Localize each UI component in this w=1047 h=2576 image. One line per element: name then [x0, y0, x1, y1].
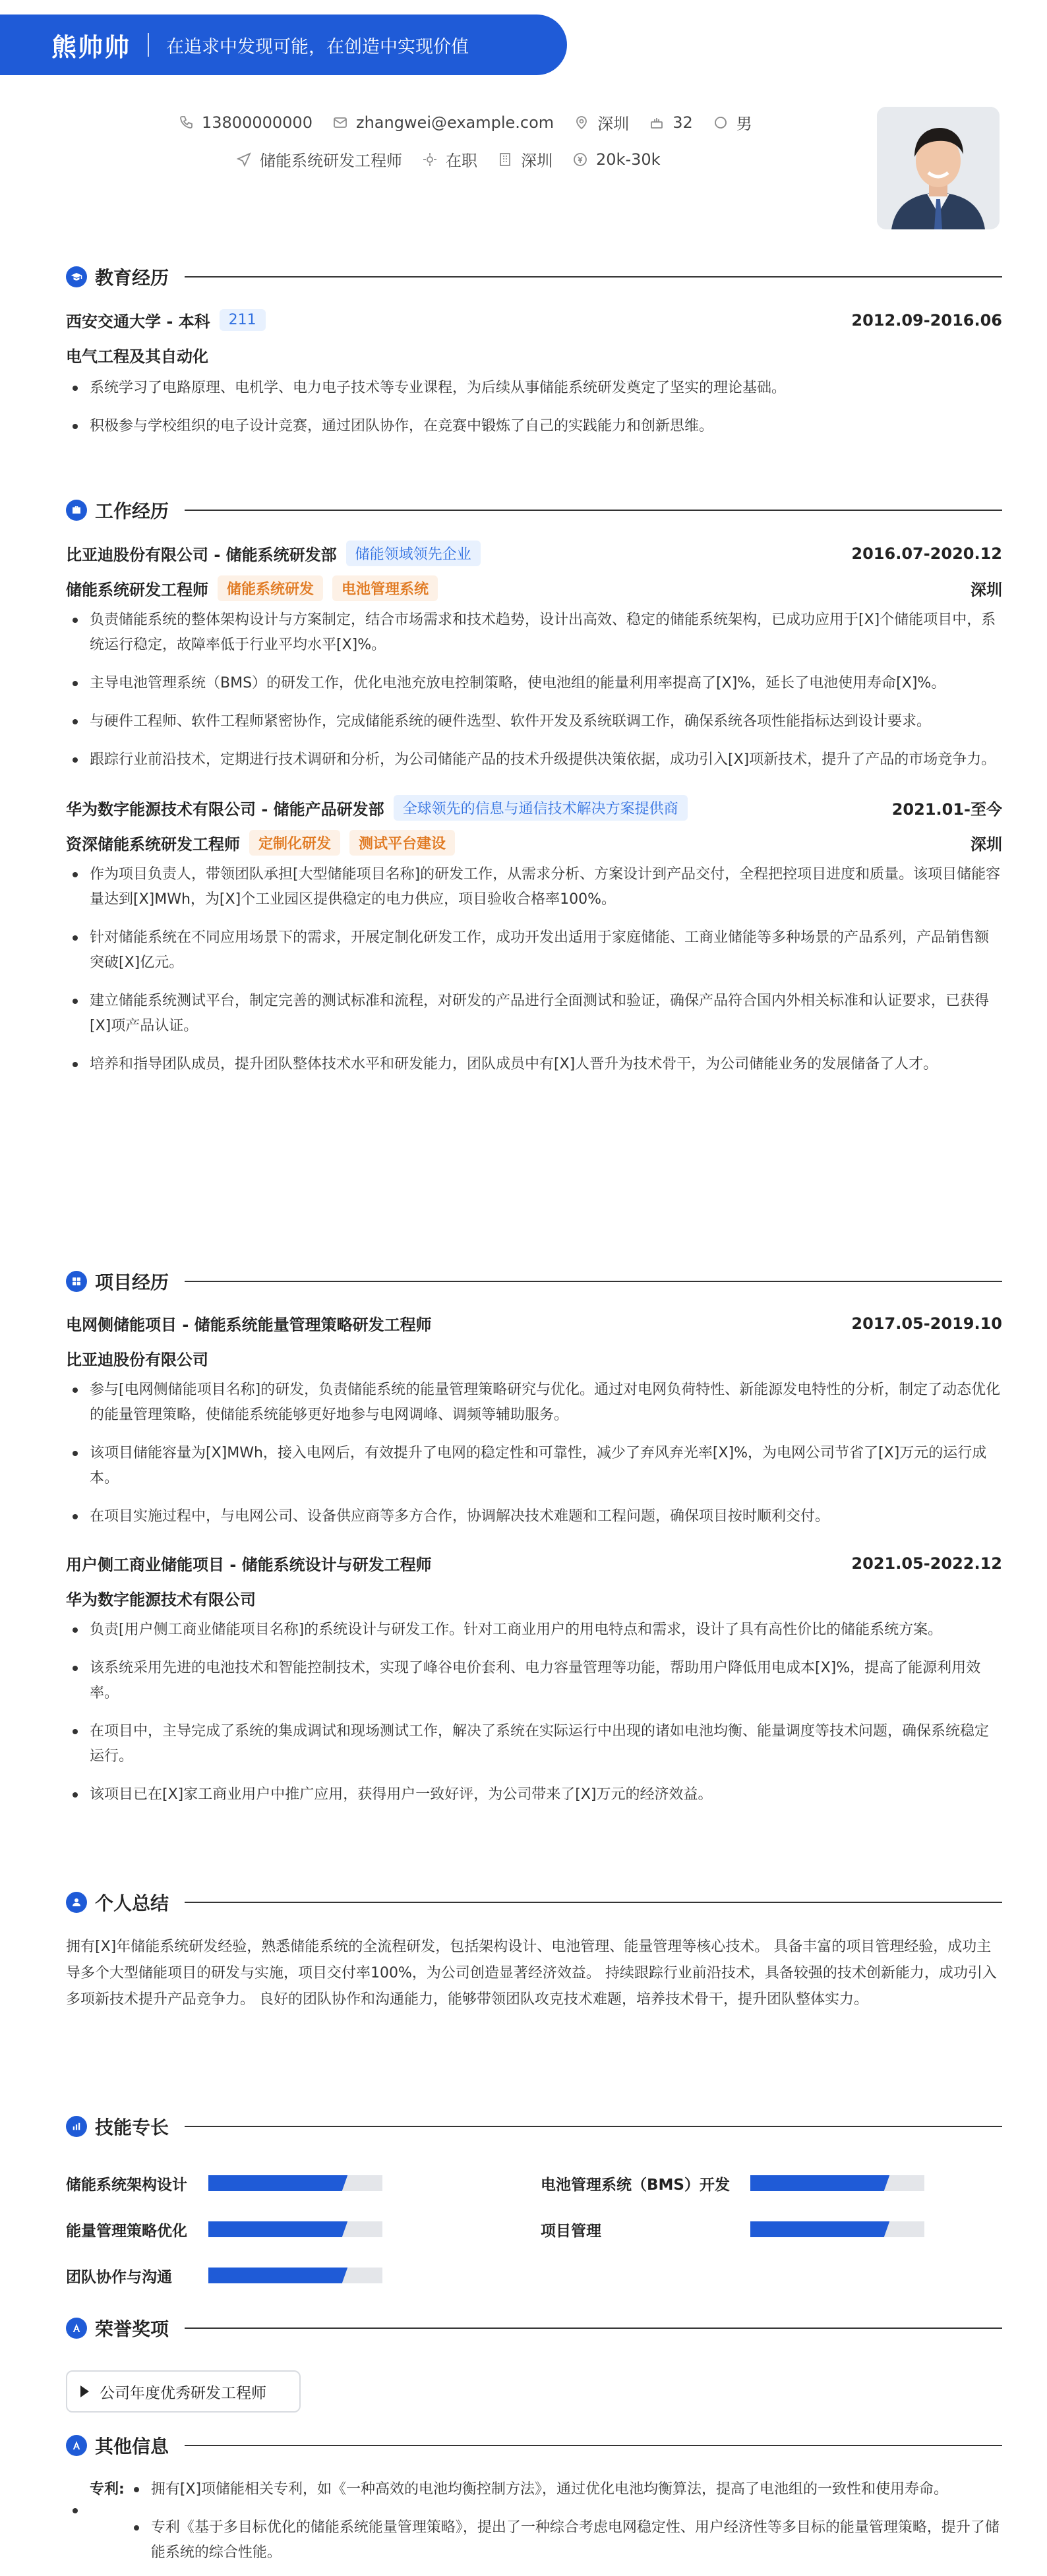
award-label: 公司年度优秀研发工程师: [100, 2384, 266, 2402]
avatar: [877, 107, 1000, 229]
age-item: [649, 113, 693, 132]
section-divider: [185, 276, 1002, 278]
company-name: 华为数字能源技术有限公司 - 储能产品研发部: [66, 800, 384, 819]
work-city: 深圳: [971, 581, 1002, 599]
work-section: [66, 497, 1002, 1077]
job-item: [236, 148, 402, 171]
list-item: 与硬件工程师、软件工程师紧密协作，完成储能系统的硬件选型、软件开发及系统联调工作，确保系统各项性能指标达到设计要求。: [66, 709, 1002, 734]
project-name: 电网侧储能项目 - 储能系统能量管理策略研发工程师: [66, 1316, 432, 1334]
company-tag: 储能领域领先企业: [346, 541, 481, 566]
skill-bar: [750, 2175, 924, 2191]
age-value: 32: [673, 113, 693, 132]
skill-bar-fill: [750, 2175, 889, 2191]
status-value: 在职: [446, 152, 477, 170]
mail-icon: [332, 115, 348, 131]
info-icon: [66, 2435, 87, 2456]
cake-icon: [649, 115, 665, 131]
patent-block: [66, 2477, 1002, 2565]
project-bullets: [66, 1378, 1002, 1529]
award-item[interactable]: [66, 2370, 301, 2413]
company-tag: 全球领先的信息与通信技术解决方案提供商: [394, 795, 688, 821]
gender-value: 男: [736, 115, 752, 133]
work-city: 深圳: [971, 835, 1002, 854]
list-item: 在项目实施过程中，与电网公司、设备供应商等多方合作，协调解决技术难题和工程问题，确保项目按时顺利交付。: [66, 1504, 1002, 1529]
skills-section: [66, 2113, 1002, 2140]
work-header: [66, 497, 1002, 523]
skills-header: [66, 2113, 1002, 2140]
list-item: 系统学习了电路原理、电机学、电力电子技术等专业课程，为后续从事储能系统研发奠定了坚实的理论基础。: [66, 376, 1002, 401]
location-icon: [574, 115, 589, 131]
bullet-dot: [73, 2508, 78, 2513]
section-title: 其他信息: [95, 2436, 169, 2457]
list-item: 在项目中，主导完成了系统的集成调试和现场测试工作，解决了系统在实际运行中出现的诸如电池均衡、能量调度等技术问题，确保系统稳定运行。: [66, 1719, 1002, 1769]
list-item: 拥有[X]项储能相关专利，如《一种高效的电池均衡控制方法》，通过优化电池均衡算法，提高了电池组的一致性和使用寿命。: [127, 2477, 1002, 2502]
section-divider: [185, 510, 1002, 511]
target-city-item: [497, 148, 553, 171]
work-date: 2021.01-至今: [891, 800, 1002, 819]
project-bullets: [66, 1618, 1002, 1807]
skill-bar: [208, 2268, 382, 2283]
education-section: [66, 264, 1002, 439]
section-divider: [185, 2327, 1002, 2329]
skill-tag: 储能系统研发: [218, 575, 323, 601]
grid-icon: [66, 1271, 87, 1292]
summary-text: 拥有[X]年储能系统研发经验，熟悉储能系统的全流程研发，包括架构设计、电池管理、能量管理等核心技术。 具备丰富的项目管理经验，成功主导多个大型储能项目的研发与实施，项目交付率100%，为公司创造显著经济效益。 持续跟踪行业前沿技术，具备较强的技术创新能力，成功引入多项新技术提升产品竞争力。 良好的团队协作和沟通能力，能够带领团队攻克技术难题，培养技术骨干，提升团队整体实力。: [66, 1939, 997, 2008]
skill-name: 储能系统架构设计: [66, 2177, 187, 2194]
money-icon: [572, 152, 588, 167]
project-date: 2021.05-2022.12: [851, 1554, 1002, 1573]
salary-item: [572, 150, 661, 169]
school-name: 西安交通大学 - 本科: [66, 312, 210, 331]
contact-row-1: [178, 111, 772, 134]
list-item: 建立储能系统测试平台，制定完善的测试标准和流程，对研发的产品进行全面测试和验证，确保产品符合国内外相关标准和认证要求，已获得[X]项产品认证。: [66, 989, 1002, 1039]
city-value: 深圳: [597, 115, 630, 133]
skill-bar-fill: [750, 2221, 889, 2237]
work-bullets: [66, 608, 1002, 773]
work-title-row: [66, 575, 1002, 601]
project-company-row: [66, 1587, 1002, 1610]
building-icon: [497, 152, 513, 167]
skill-tag: 测试平台建设: [349, 830, 455, 856]
status-icon: [422, 152, 438, 167]
section-divider: [185, 1281, 1002, 1282]
list-item: 负责储能系统的整体架构设计与方案制定，结合市场需求和技术趋势，设计出高效、稳定的储能系统架构，已成功应用于[X]个储能项目中，系统运行稳定，故障率低于行业平均水平[X]%。: [66, 608, 1002, 658]
project-company-row: [66, 1347, 1002, 1370]
work-company-row: [66, 541, 1002, 566]
contact-row-2: [236, 148, 680, 171]
education-row: [66, 308, 1002, 332]
education-date: 2012.09-2016.06: [851, 310, 1002, 330]
skill-tag: 定制化研发: [249, 830, 340, 856]
project-header: [66, 1268, 1002, 1295]
job-title: 资深储能系统研发工程师: [66, 835, 240, 854]
summary-section: [66, 1889, 1002, 2013]
header-slogan: 在追求中发现可能，在创造中实现价值: [166, 36, 469, 57]
school-tag: 211: [220, 309, 266, 331]
section-divider: [185, 2445, 1002, 2446]
major-row: [66, 343, 1002, 366]
city-item: [574, 111, 629, 134]
work-bullets: [66, 862, 1002, 1077]
project-name: 用户侧工商业储能项目 - 储能系统设计与研发工程师: [66, 1556, 432, 1574]
skill-name: 团队协作与沟通: [66, 2269, 172, 2286]
gender-item: [713, 111, 752, 134]
section-title: 项目经历: [95, 1272, 169, 1293]
phone-value: 13800000000: [202, 113, 313, 132]
education-bullets: [66, 376, 1002, 439]
project-section: [66, 1268, 1002, 1807]
skill-bar: [750, 2221, 924, 2237]
list-item: 参与[电网侧储能项目名称]的研发，负责储能系统的能量管理策略研究与优化。通过对电网负荷特性、新能源发电特性的分析，制定了动态优化的能量管理策略，使储能系统能够更好地参与电网调峰、调频等辅助服务。: [66, 1378, 1002, 1428]
list-item: 跟踪行业前沿技术，定期进行技术调研和分析，为公司储能产品的技术升级提供决策依据，成功引入[X]项新技术，提升了产品的市场竞争力。: [66, 747, 1002, 773]
major: 电气工程及其自动化: [66, 347, 208, 366]
project-row: [66, 1312, 1002, 1335]
skill-tag: 电池管理系统: [332, 575, 438, 601]
work-date: 2016.07-2020.12: [851, 544, 1002, 563]
awards-section: [66, 2315, 1002, 2341]
salary-value: 20k-30k: [596, 150, 661, 169]
awards-header: [66, 2315, 1002, 2341]
list-item: 负责[用户侧工商业储能项目名称]的系统设计与研发工作。针对工商业用户的用电特点和需求，设计了具有高性价比的储能系统方案。: [66, 1618, 1002, 1643]
graduation-cap-icon: [66, 266, 87, 287]
email-item: [332, 113, 554, 132]
list-item: 针对储能系统在不同应用场景下的需求，开展定制化研发工作，成功开发出适用于家庭储能、工商业储能等多种场景的产品系列，产品销售额突破[X]亿元。: [66, 925, 1002, 976]
section-title: 教育经历: [95, 267, 169, 289]
skill-name: 电池管理系统（BMS）开发: [541, 2177, 730, 2194]
send-icon: [236, 152, 252, 167]
list-item: 培养和指导团队成员，提升团队整体技术水平和研发能力，团队成员中有[X]人晋升为技术骨干，为公司储能业务的发展储备了人才。: [66, 1052, 1002, 1077]
job-title: 储能系统研发工程师: [66, 581, 208, 599]
email-value: zhangwei@example.com: [355, 113, 554, 132]
other-section: [66, 2432, 1002, 2565]
list-item: 该项目已在[X]家工商业用户中推广应用，获得用户一致好评，为公司带来了[X]万元的经济效益。: [66, 1782, 1002, 1807]
chart-icon: [66, 2116, 87, 2137]
header-banner: [0, 15, 567, 75]
job-value: 储能系统研发工程师: [260, 152, 402, 170]
project-date: 2017.05-2019.10: [851, 1314, 1002, 1333]
work-company-row: [66, 795, 1002, 821]
section-title: 技能专长: [95, 2117, 169, 2138]
project-row: [66, 1552, 1002, 1575]
briefcase-icon: [66, 500, 87, 521]
skill-bar: [208, 2221, 382, 2237]
section-title: 工作经历: [95, 500, 169, 522]
summary-header: [66, 1889, 1002, 1916]
skill-bar-fill: [208, 2268, 347, 2283]
phone-item: [178, 113, 313, 132]
target-city-value: 深圳: [521, 152, 553, 170]
user-icon: [66, 1892, 87, 1913]
phone-icon: [178, 115, 194, 131]
patent-list: [127, 2477, 1002, 2565]
section-title: 荣誉奖项: [95, 2318, 169, 2340]
list-item: 该项目储能容量为[X]MWh，接入电网后，有效提升了电网的稳定性和可靠性，减少了弃风弃光率[X]%，为电网公司节省了[X]万元的运行成本。: [66, 1441, 1002, 1491]
skill-bar-fill: [208, 2175, 347, 2191]
project-company: 华为数字能源技术有限公司: [66, 1591, 256, 1609]
section-divider: [185, 1902, 1002, 1903]
list-item: 该系统采用先进的电池技术和智能控制技术，实现了峰谷电价套利、电力容量管理等功能，帮助用户降低用电成本[X]%，提高了能源利用效率。: [66, 1656, 1002, 1706]
skill-name: 能量管理策略优化: [66, 2223, 187, 2240]
list-item: 积极参与学校组织的电子设计竞赛，通过团队协作，在竞赛中锻炼了自己的实践能力和创新思维。: [66, 414, 1002, 439]
list-item: 作为项目负责人，带领团队承担[大型储能项目名称]的研发工作，从需求分析、方案设计到产品交付，全程把控项目进度和质量。该项目储能容量达到[X]MWh，为[X]个工业园区提供稳定的电力供应，项目验收合格率100%。: [66, 862, 1002, 912]
skill-bar: [208, 2175, 382, 2191]
skill-bar-fill: [208, 2221, 347, 2237]
list-item: 专利《基于多目标优化的储能系统能量管理策略》，提出了一种综合考虑电网稳定性、用户经济性等多目标的能量管理策略，提升了储能系统的综合性能。: [127, 2515, 1002, 2565]
status-item: [422, 148, 477, 171]
candidate-name: 熊帅帅: [51, 32, 131, 62]
company-name: 比亚迪股份有限公司 - 储能系统研发部: [66, 546, 337, 564]
patent-label: 专利:: [90, 2481, 125, 2498]
play-icon: [80, 2386, 89, 2397]
header-divider: [148, 33, 149, 57]
section-title: 个人总结: [95, 1892, 169, 1914]
gender-icon: [713, 115, 729, 131]
project-company: 比亚迪股份有限公司: [66, 1351, 208, 1369]
award-icon: [66, 2318, 87, 2339]
education-header: [66, 264, 1002, 290]
section-divider: [185, 2126, 1002, 2127]
list-item: 主导电池管理系统（BMS）的研发工作，优化电池充放电控制策略，使电池组的能量利用率提高了[X]%，延长了电池使用寿命[X]%。: [66, 671, 1002, 696]
other-header: [66, 2432, 1002, 2459]
work-title-row: [66, 830, 1002, 856]
skill-name: 项目管理: [541, 2223, 601, 2240]
